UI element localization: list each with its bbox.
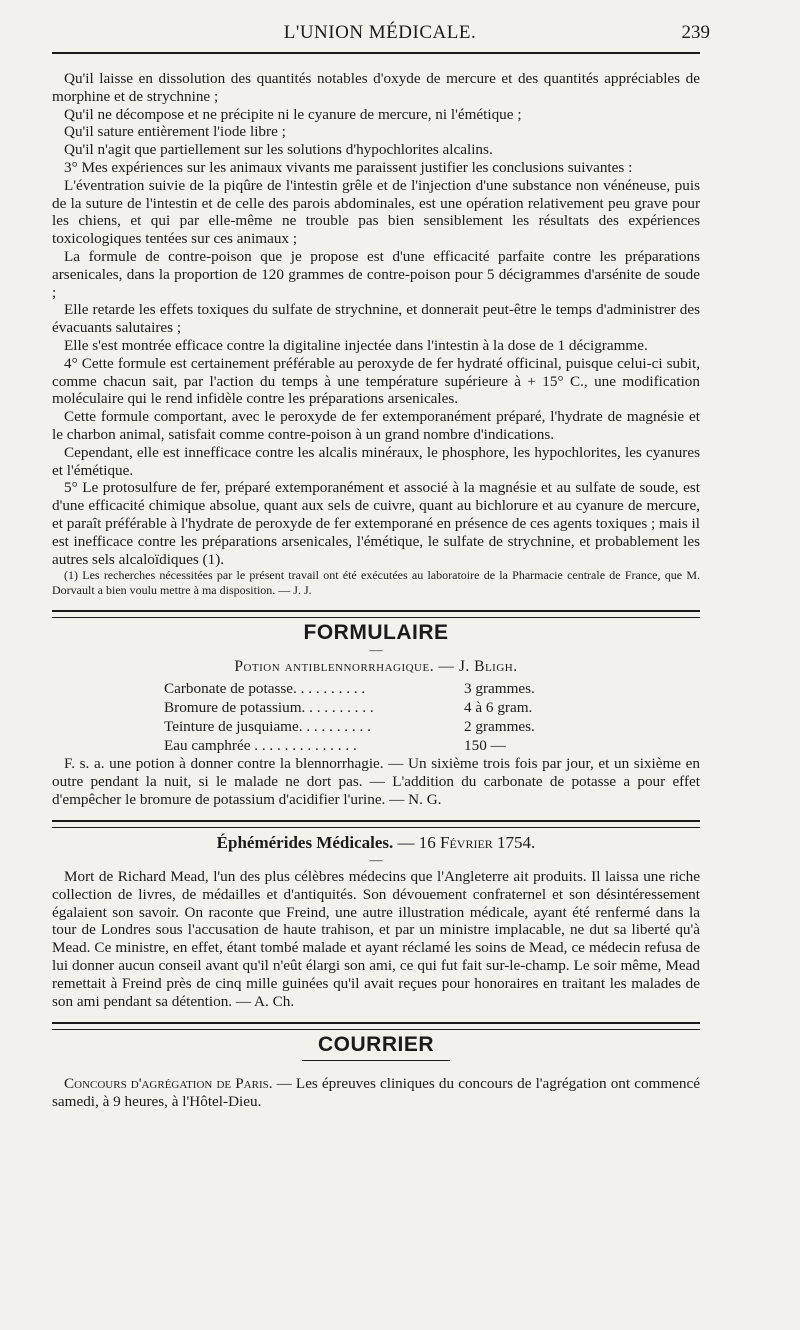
formulaire-title: FORMULAIRE — [303, 621, 449, 645]
ingredient-quantity: 4 à 6 gram. — [464, 698, 533, 716]
ingredient-name: Teinture de jusquiame. . . . . . . . . . — [164, 717, 371, 735]
paragraph: Cependant, elle est innefficace contre les alcalis minéraux, le phosphore, les hypochlorites, les cyanures et l'émétique. — [52, 443, 700, 479]
courrier-body: — Les épreuves cliniques du concours de l'agrégation ont commencé samedi, à 9 heures, à l'Hôtel-Dieu. — [52, 1075, 700, 1111]
header-rule — [52, 52, 700, 54]
title-dash: — — [369, 642, 383, 658]
ephemerides-text: Mort de Richard Mead, l'un des plus célèbres médecins que l'Angleterre ait produits. Il laissa une riche collection de livres, de médailles et d'antiquités. Son dévouement confraternel et son désintéressement égalaient son savoir. On raconte que Freind, une autre illustration médicale, ayant été renfermé dans la tour de Londres sous l'accusation de haute trahison, et par un ministre implacable, ne dut sa liberté qu'à Mead. Ce ministre, en effet, étant tombé malade et ayant réclamé les soins de Mead, ce médecin refusa de lui donner aucun conseil avant qu'il n'eût élargi son ami, ce qui fut fait sur-le-champ. Le soir même, Mead remettait à Freind près de cinq mille guinées qu'il avait reçues pour honoraires en traitant les malades de son ami pendant sa détention. — A. Ch. — [52, 868, 700, 1010]
ingredient-name: Eau camphrée . . . . . . . . . . . . . . — [164, 736, 357, 754]
paragraph: Elle s'est montrée efficace contre la digitaline injectée dans l'intestin à la dose de 1 décigramme. — [64, 336, 648, 354]
ingredient-row — [164, 679, 535, 698]
ingredient-row — [164, 698, 535, 717]
ingredient-row — [164, 736, 535, 755]
footnote: (1) Les recherches nécessitées par le présent travail ont été exécutées au laboratoire de la Pharmacie centrale de France, que M. Dorvault a bien voulu mettre à ma disposition. — J. J. — [52, 568, 700, 598]
ingredient-quantity: 150 — — [464, 736, 506, 754]
courrier-title: COURRIER — [317, 1033, 434, 1057]
ingredient-quantity: 3 grammes. — [464, 679, 535, 697]
page-header — [50, 22, 710, 48]
paragraph: L'éventration suivie de la piqûre de l'intestin grêle et de l'injection d'une substance non vénéneuse, puis de la suture de l'intestin et de celle des parois abdominales, est une opération relativement peu grave pour les chiens, et qui par elle-même ne trouble pas bien sensiblement les résultats des expériences toxicologiques tentées sur ces animaux ; — [52, 176, 700, 248]
ephemerides-section — [52, 834, 700, 1010]
paragraph: Qu'il ne décompose et ne précipite ni le cyanure de mercure, ni l'émétique ; — [64, 105, 522, 123]
paragraph: 5° Le protosulfure de fer, préparé extemporanément et associé à la magnésie et au sulfate de soude, est d'une efficacité chimique absolue, quant aux sels de cuivre, quant au bichlorure et au cyanure de mercure, et paraît préférable à l'hydrate de peroxyde de fer extemporané en présence de ces agents toxiques ; mais il est inefficace contre les préparations arsenicales, l'émétique, le sulfate de strychnine, et probablement les autres sels alcaloïdiques (1). — [52, 479, 700, 568]
running-title: L'UNION MÉDICALE. — [283, 22, 477, 43]
ingredient-row — [164, 717, 535, 736]
title-underline — [302, 1060, 450, 1061]
section-divider — [52, 820, 700, 828]
ephemerides-date: — 16 Février 1754. — [397, 833, 536, 853]
paragraph: Qu'il sature entièrement l'iode libre ; — [64, 123, 286, 141]
page-number: 239 — [681, 22, 710, 43]
ingredient-name: Carbonate de potasse. . . . . . . . . . — [164, 679, 366, 697]
paragraph: 4° Cette formule est certainement préférable au peroxyde de fer hydraté officinal, puisque celui-ci subit, comme chacun sait, par l'action du temps à une température supérieure à + 15° C., une modification moléculaire qui le rend infidèle contre les préparations arsenicales. — [52, 354, 700, 408]
formulaire-section — [52, 621, 700, 808]
title-dash: — — [369, 852, 383, 868]
courrier-text — [52, 1075, 700, 1111]
recipe-title: Potion antiblennorrhagique. — J. Bligh. — [234, 658, 518, 676]
recipe-instructions: F. s. a. une potion à donner contre la blennorrhagie. — Un sixième trois fois par jour, et un sixième en outre pendant la nuit, si le malade ne dort pas. — L'addition du carbonate de potasse a pour effet d'empêcher le bromure de potassium d'acidifier l'urine. — N. G. — [52, 754, 700, 808]
paragraph: Cette formule comportant, avec le peroxyde de fer extemporanément préparé, l'hydrate de magnésie et le charbon animal, satisfait comme contre-poison à un grand nombre d'indications. — [52, 408, 700, 443]
paragraph: Elle retarde les effets toxiques du sulfate de strychnine, et donnerait peut-être le temps d'administrer des évacuants salutaires ; — [52, 301, 700, 337]
section-divider — [52, 610, 700, 618]
courrier-lead: Concours d'agrégation de Paris. — [64, 1075, 273, 1093]
ephemerides-title — [52, 834, 700, 852]
article-body — [52, 70, 700, 1111]
ingredient-name: Bromure de potassium. . . . . . . . . . — [164, 698, 374, 716]
courrier-section — [52, 1033, 700, 1111]
ephemerides-heading: Éphémérides Médicales. — [216, 833, 394, 853]
paragraph: Qu'il laisse en dissolution des quantités notables d'oxyde de mercure et des quantités appréciables de morphine et de strychnine ; — [52, 70, 700, 105]
section-divider — [52, 1022, 700, 1030]
paragraph: Qu'il n'agit que partiellement sur les solutions d'hypochlorites alcalins. — [64, 141, 493, 159]
paragraph: 3° Mes expériences sur les animaux vivants me paraissent justifier les conclusions suivantes : — [64, 158, 633, 176]
ingredient-table — [164, 679, 535, 755]
ingredient-quantity: 2 grammes. — [464, 717, 535, 735]
paragraph: La formule de contre-poison que je propose est d'une efficacité parfaite contre les préparations arsenicales, dans la proportion de 120 grammes de contre-poison pour 5 décigrammes d'arsénite de soude ; — [52, 247, 700, 301]
